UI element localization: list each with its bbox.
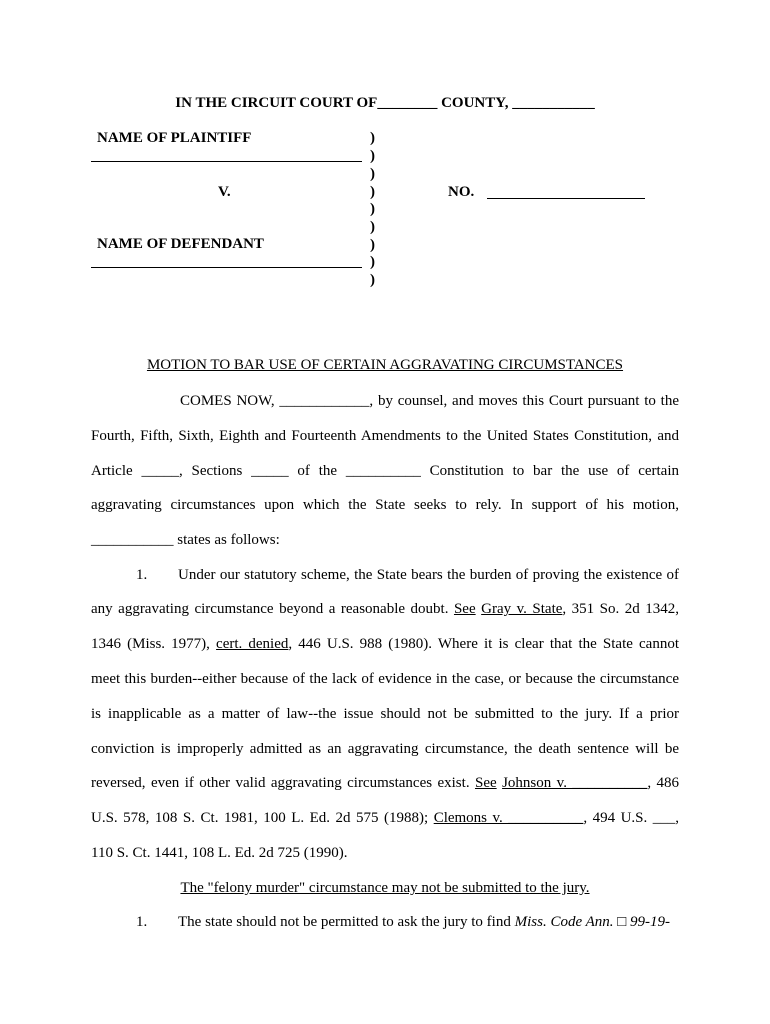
para1-first-line: [136, 566, 679, 584]
para1-text: Under our statutory scheme, the State bears the burden of proving the existence of: [178, 567, 679, 583]
para1-text: , 351 So. 2d 1342,: [562, 601, 680, 617]
para1-text: reversed, even if other valid aggravating circumstances exist.: [91, 775, 475, 791]
para1-text: , 486: [647, 775, 680, 791]
para1-line: [91, 774, 679, 792]
para1-line: [91, 635, 679, 653]
caption-paren: ): [370, 184, 375, 200]
para1-text: 1346 (Miss. 1977),: [91, 636, 217, 652]
see-signal: See: [474, 775, 497, 791]
see-signal: See: [453, 601, 476, 617]
para1-line: [91, 600, 679, 618]
para2-first-line: [136, 913, 679, 931]
caption-paren: ): [370, 130, 375, 146]
intro-line: Fourth, Fifth, Sixth, Eighth and Fourteenth Amendments to the United States Constitution, and: [91, 428, 679, 444]
para1-line: is inapplicable as a matter of law--the issue should not be submitted to the jury. If a prior: [91, 706, 679, 722]
caption-paren: ): [370, 201, 375, 217]
para1-line: conviction is improperly admitted as an aggravating circumstance, the death sentence will be: [91, 741, 679, 757]
para1-text: any aggravating circumstance beyond a reasonable doubt.: [91, 601, 454, 617]
para1-text: , 446 U.S. 988 (1980). Where it is clear that the State cannot: [288, 636, 679, 652]
defendant-signature-line: [91, 267, 362, 268]
para1-line: 110 S. Ct. 1441, 108 L. Ed. 2d 725 (1990).: [91, 845, 348, 861]
plaintiff-label: NAME OF PLAINTIFF: [97, 130, 252, 146]
case-number-line: [487, 198, 645, 199]
intro-line: COMES NOW, ____________, by counsel, and moves this Court pursuant to the: [180, 393, 679, 409]
para2-text: The state should not be permitted to ask the jury to find: [178, 914, 515, 930]
caption-paren: ): [370, 166, 375, 182]
cert-denied: cert. denied: [216, 636, 289, 652]
para2-number: 1.: [136, 914, 148, 930]
case-citation: Johnson v. __________: [502, 775, 648, 791]
caption-paren: ): [370, 254, 375, 270]
case-citation: Clemons v. __________: [433, 810, 584, 826]
case-citation: Gray v. State: [481, 601, 563, 617]
caption-paren: ): [370, 219, 375, 235]
para1-text: U.S. 578, 108 S. Ct. 1981, 100 L. Ed. 2d 575 (1988);: [91, 810, 434, 826]
caption-paren: ): [370, 237, 375, 253]
court-caption-line: IN THE CIRCUIT COURT OF________ COUNTY, ___________: [175, 95, 595, 111]
felony-murder-subheading: The "felony murder" circumstance may not be submitted to the jury.: [180, 880, 590, 896]
para1-number: 1.: [136, 567, 148, 583]
intro-line: Article _____, Sections _____ of the __________ Constitution to bar the use of certain: [91, 463, 679, 479]
case-number-label: NO.: [448, 184, 475, 200]
caption-paren: ): [370, 148, 375, 164]
motion-title: MOTION TO BAR USE OF CERTAIN AGGRAVATING CIRCUMSTANCES: [146, 357, 624, 373]
caption-paren: ): [370, 272, 375, 288]
plaintiff-signature-line: [91, 161, 362, 162]
para1-line: [91, 809, 679, 827]
statute-citation: Miss. Code Ann. □ 99-19-: [514, 914, 671, 930]
intro-line: aggravating circumstances upon which the State seeks to rely. In support of his motion,: [91, 497, 679, 513]
intro-line: ___________ states as follows:: [91, 532, 280, 548]
versus-label: V.: [218, 184, 231, 200]
defendant-label: NAME OF DEFENDANT: [97, 236, 264, 252]
para1-text: , 494 U.S. ___,: [583, 810, 679, 826]
para1-line: meet this burden--either because of the lack of evidence in the case, or because the circumstance: [91, 671, 679, 687]
